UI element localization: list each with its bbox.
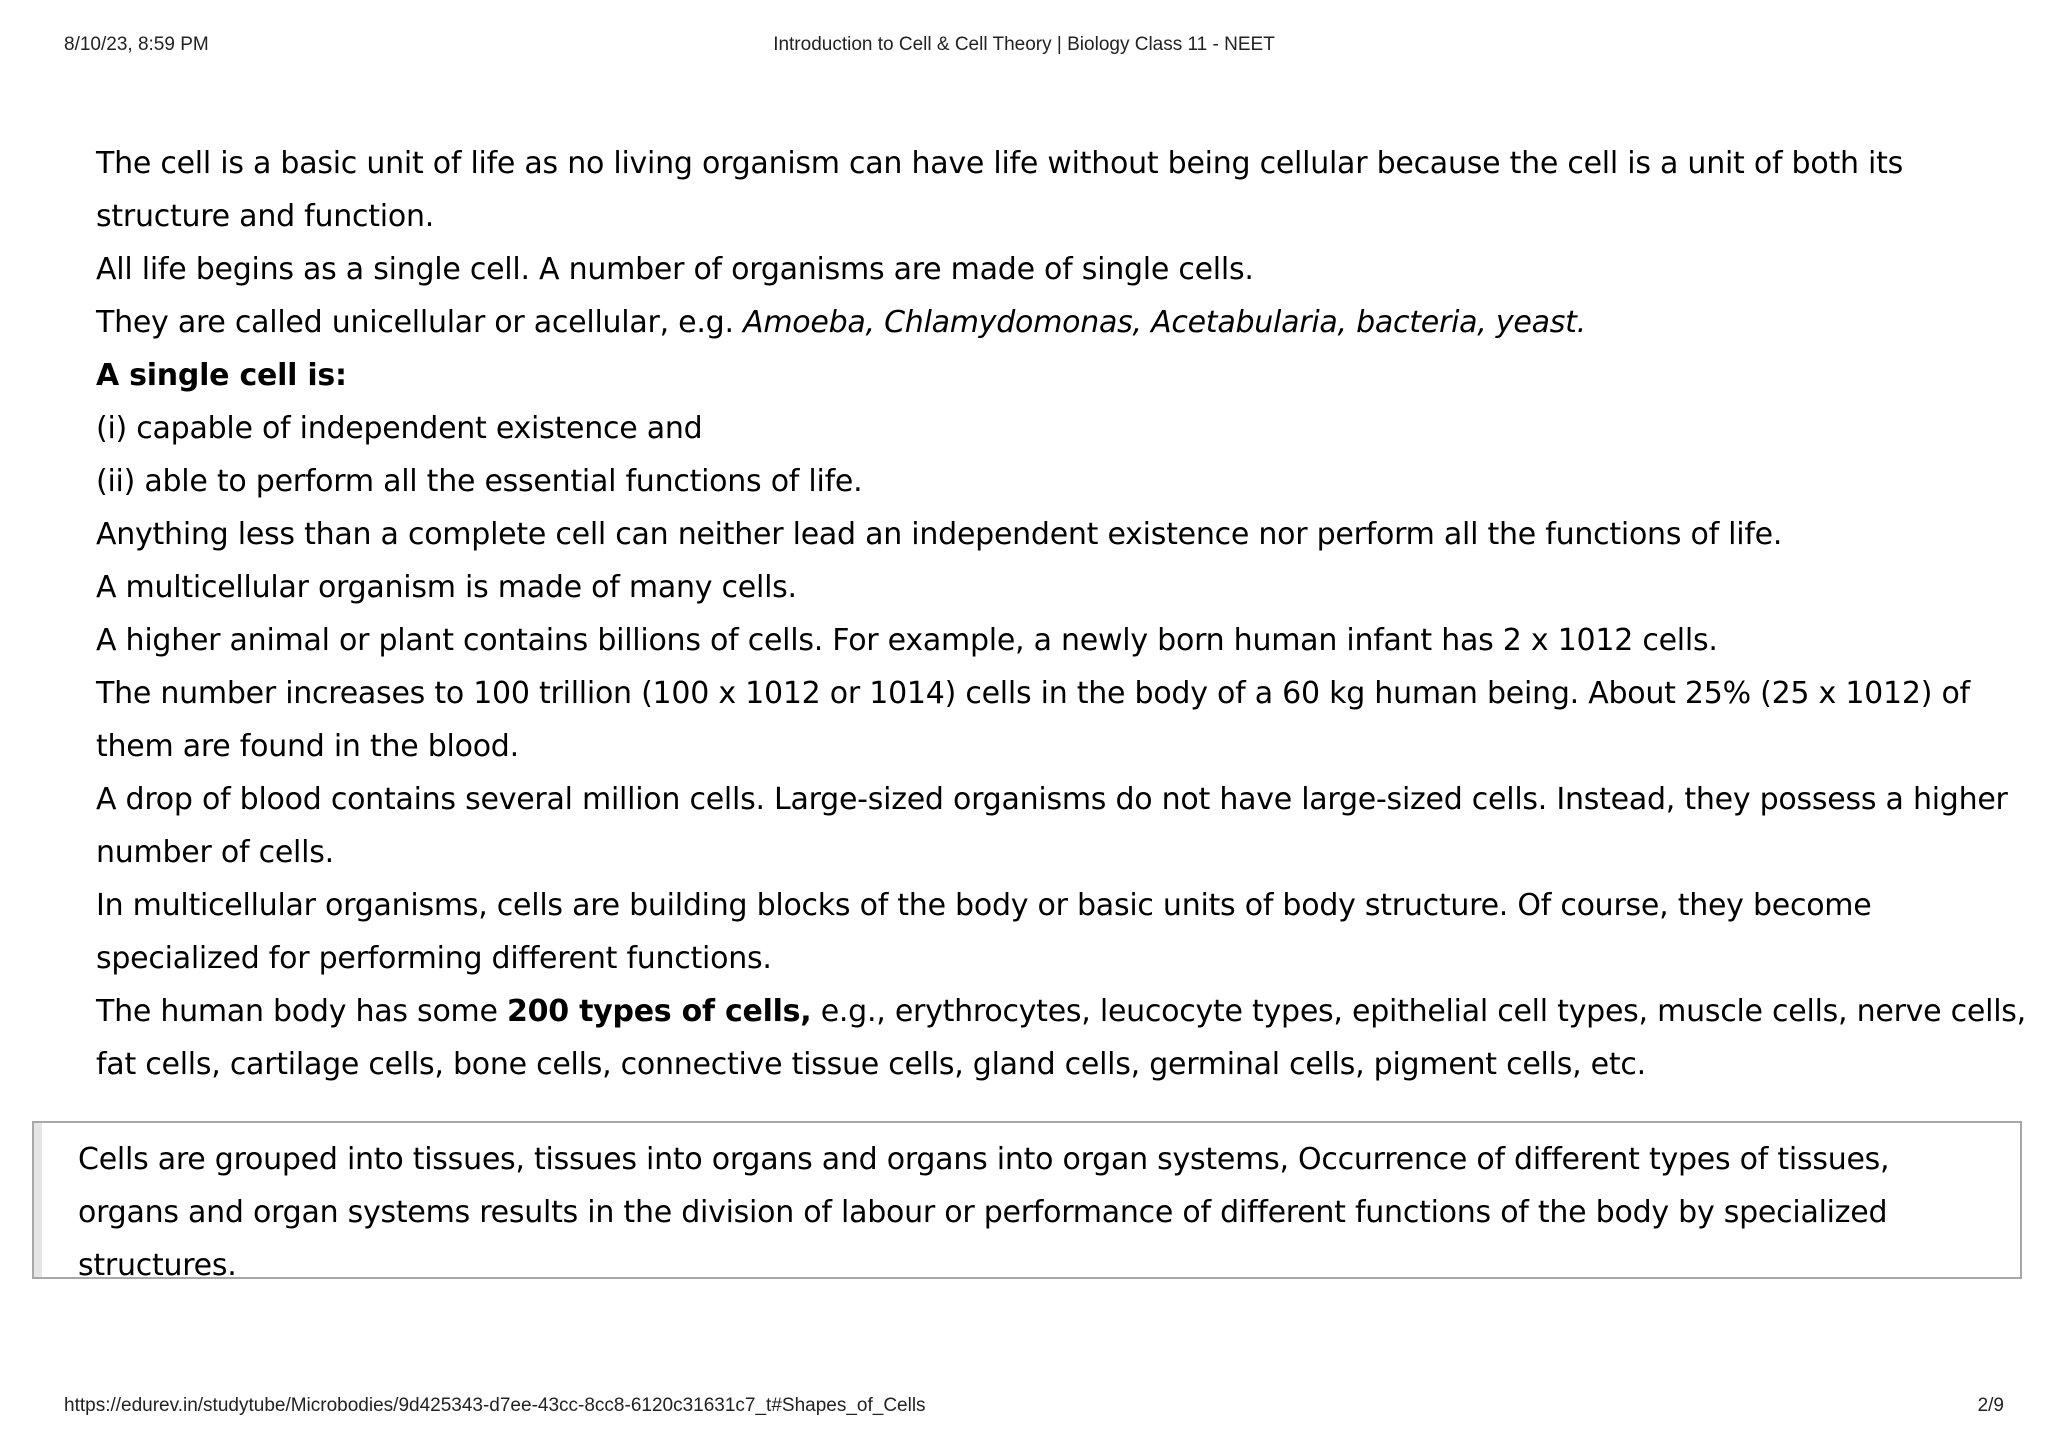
unicellular-examples: Amoeba, Chlamydomonas, Acetabularia, bacteria, yeast. — [743, 305, 1586, 340]
paragraph-cell-basic-unit: The cell is a basic unit of life as no living organism can have life without being cellular because the cell is a unit of both its structure and function. — [96, 146, 1903, 234]
unicellular-text: They are called unicellular or acellular, e.g. — [96, 305, 744, 340]
paragraph-building-blocks: In multicellular organisms, cells are building blocks of the body or basic units of body structure. Of course, they become specialized for performing different functions. — [96, 888, 1872, 976]
paragraph-unicellular — [96, 296, 2026, 349]
paragraph-complete-cell: Anything less than a complete cell can neither lead an independent existence nor perform all the functions of life. — [96, 517, 1783, 552]
list-item-essential-functions: (ii) able to perform all the essential functions of life. — [96, 464, 863, 499]
list-item-independent-existence: (i) capable of independent existence and — [96, 411, 703, 446]
cell-types-count: 200 types of cells, — [507, 994, 812, 1029]
paragraph-billions-of-cells: A higher animal or plant contains billions of cells. For example, a newly born human infant has 2 x 1012 cells. — [96, 623, 1718, 658]
single-cell-heading: A single cell is: — [96, 358, 347, 393]
page-url: https://edurev.in/studytube/Microbodies/9d425343-d7ee-43cc-8cc8-6120c31631c7_t#Shapes_of_Cells — [64, 1395, 926, 1416]
callout-box — [32, 1121, 2022, 1283]
page-number: 2/9 — [1977, 1395, 2004, 1416]
print-header — [64, 34, 1984, 62]
article-body — [96, 137, 2026, 1091]
document-title: Introduction to Cell & Cell Theory | Biology Class 11 - NEET — [773, 34, 1275, 55]
paragraph-cell-count: The number increases to 100 trillion (100 x 1012 or 1014) cells in the body of a 60 kg human being. About 25% (25 x 1012) of them are found in the blood. — [96, 676, 1970, 764]
print-footer — [64, 1395, 2004, 1423]
paragraph-cell-types — [96, 985, 2026, 1091]
print-datetime: 8/10/23, 8:59 PM — [64, 34, 209, 55]
paragraph-multicellular: A multicellular organism is made of many cells. — [96, 570, 797, 605]
callout-accent-bar — [34, 1123, 42, 1277]
section-heading — [96, 349, 2026, 402]
paragraph-drop-of-blood: A drop of blood contains several million cells. Large-sized organisms do not have large-sized cells. Instead, they possess a higher number of cells. — [96, 782, 2008, 870]
paragraph-single-cell: All life begins as a single cell. A number of organisms are made of single cells. — [96, 252, 1254, 287]
cell-types-intro: The human body has some — [96, 994, 508, 1029]
callout-text: Cells are grouped into tissues, tissues into organs and organs into organ systems, Occurrence of different types of tissues, organs and organ systems results in the division of labour or performance of different functions of the body by specialized structures. — [78, 1142, 1890, 1283]
cell-types-list: e.g., erythrocytes, leucocyte types, epithelial cell types, muscle cells, nerve cells, fat cells, cartilage cells, bone cells, connective tissue cells, gland cells, germinal cells, pigment cells, etc. — [96, 994, 2026, 1082]
